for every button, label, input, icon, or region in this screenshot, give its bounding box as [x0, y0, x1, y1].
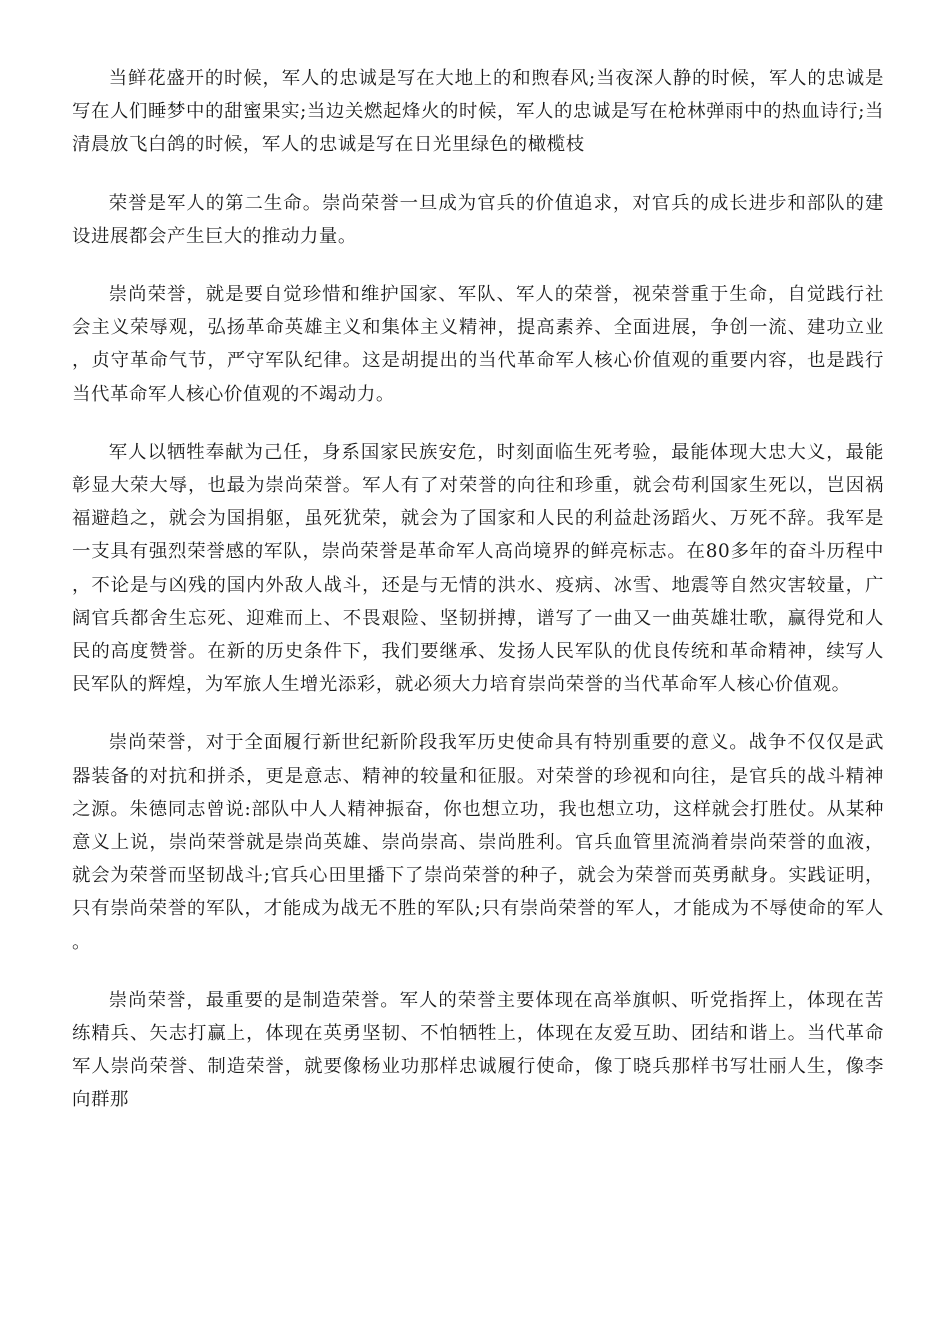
paragraph-4: 军人以牺牲奉献为己任，身系国家民族安危，时刻面临生死考验，最能体现大忠大义，最能彰显大荣大辱，也最为崇尚荣誉。军人有了对荣誉的向往和珍重，就会苟利国家生死以，岂因祸福避趋之，就会为国捐躯，虽死犹荣，就会为了国家和人民的利益赴汤蹈火、万死不辞。我军是一支具有强烈荣誉感的军队，崇尚荣誉是革命军人高尚境界的鲜亮标志。在80多年的奋斗历程中，不论是与凶残的国内外敌人战斗，还是与无情的洪水、疫病、冰雪、地震等自然灾害较量，广阔官兵都舍生忘死、迎难而上、不畏艰险、坚韧拼搏，谱写了一曲又一曲英雄壮歌，赢得党和人民的高度赞誉。在新的历史条件下，我们要继承、发扬人民军队的优良传统和革命精神，续写人民军队的辉煌，为军旅人生增光添彩，就必须大力培育崇尚荣誉的当代革命军人核心价值观。 [72, 441, 884, 696]
paragraph-5: 崇尚荣誉，对于全面履行新世纪新阶段我军历史使命具有特别重要的意义。战争不仅仅是武器装备的对抗和拼杀，更是意志、精神的较量和征服。对荣誉的珍视和向往，是官兵的战斗精神之源。朱德同志曾说:部队中人人精神振奋，你也想立功，我也想立功，这样就会打胜仗。从某种意义上说，崇尚荣誉就是崇尚英雄、崇尚崇高、崇尚胜利。官兵血管里流淌着崇尚荣誉的血液，就会为荣誉而坚韧战斗;官兵心田里播下了崇尚荣誉的种子，就会为荣誉而英勇献身。实践证明，只有崇尚荣誉的军队，才能成为战无不胜的军队;只有崇尚荣誉的军人，才能成为不辱使命的军人。 [72, 732, 884, 953]
paragraph-3: 崇尚荣誉，就是要自觉珍惜和维护国家、军队、军人的荣誉，视荣誉重于生命，自觉践行社会主义荣辱观，弘扬革命英雄主义和集体主义精神，提高素养、全面进展，争创一流、建功立业，贞守革命气节，严守军队纪律。这是胡提出的当代革命军人核心价值观的重要内容，也是践行当代革命军人核心价值观的不竭动力。 [72, 284, 884, 405]
paragraph-2: 荣誉是军人的第二生命。崇尚荣誉一旦成为官兵的价值追求，对官兵的成长进步和部队的建设进展都会产生巨大的推动力量。 [72, 192, 884, 247]
paragraph-1: 当鲜花盛开的时候，军人的忠诚是写在大地上的和煦春风;当夜深人静的时候，军人的忠诚是写在人们睡梦中的甜蜜果实;当边关燃起烽火的时候，军人的忠诚是写在枪林弹雨中的热血诗行;当清晨放飞白鸽的时候，军人的忠诚是写在日光里绿色的橄榄枝 [72, 68, 884, 156]
paragraph-6: 崇尚荣誉，最重要的是制造荣誉。军人的荣誉主要体现在高举旗帜、听党指挥上，体现在苦练精兵、矢志打赢上，体现在英勇坚韧、不怕牺牲上，体现在友爱互助、团结和谐上。当代革命军人崇尚荣誉、制造荣誉，就要像杨业功那样忠诚履行使命，像丁晓兵那样书写壮丽人生，像李向群那 [72, 989, 884, 1111]
document-body [72, 62, 884, 1142]
